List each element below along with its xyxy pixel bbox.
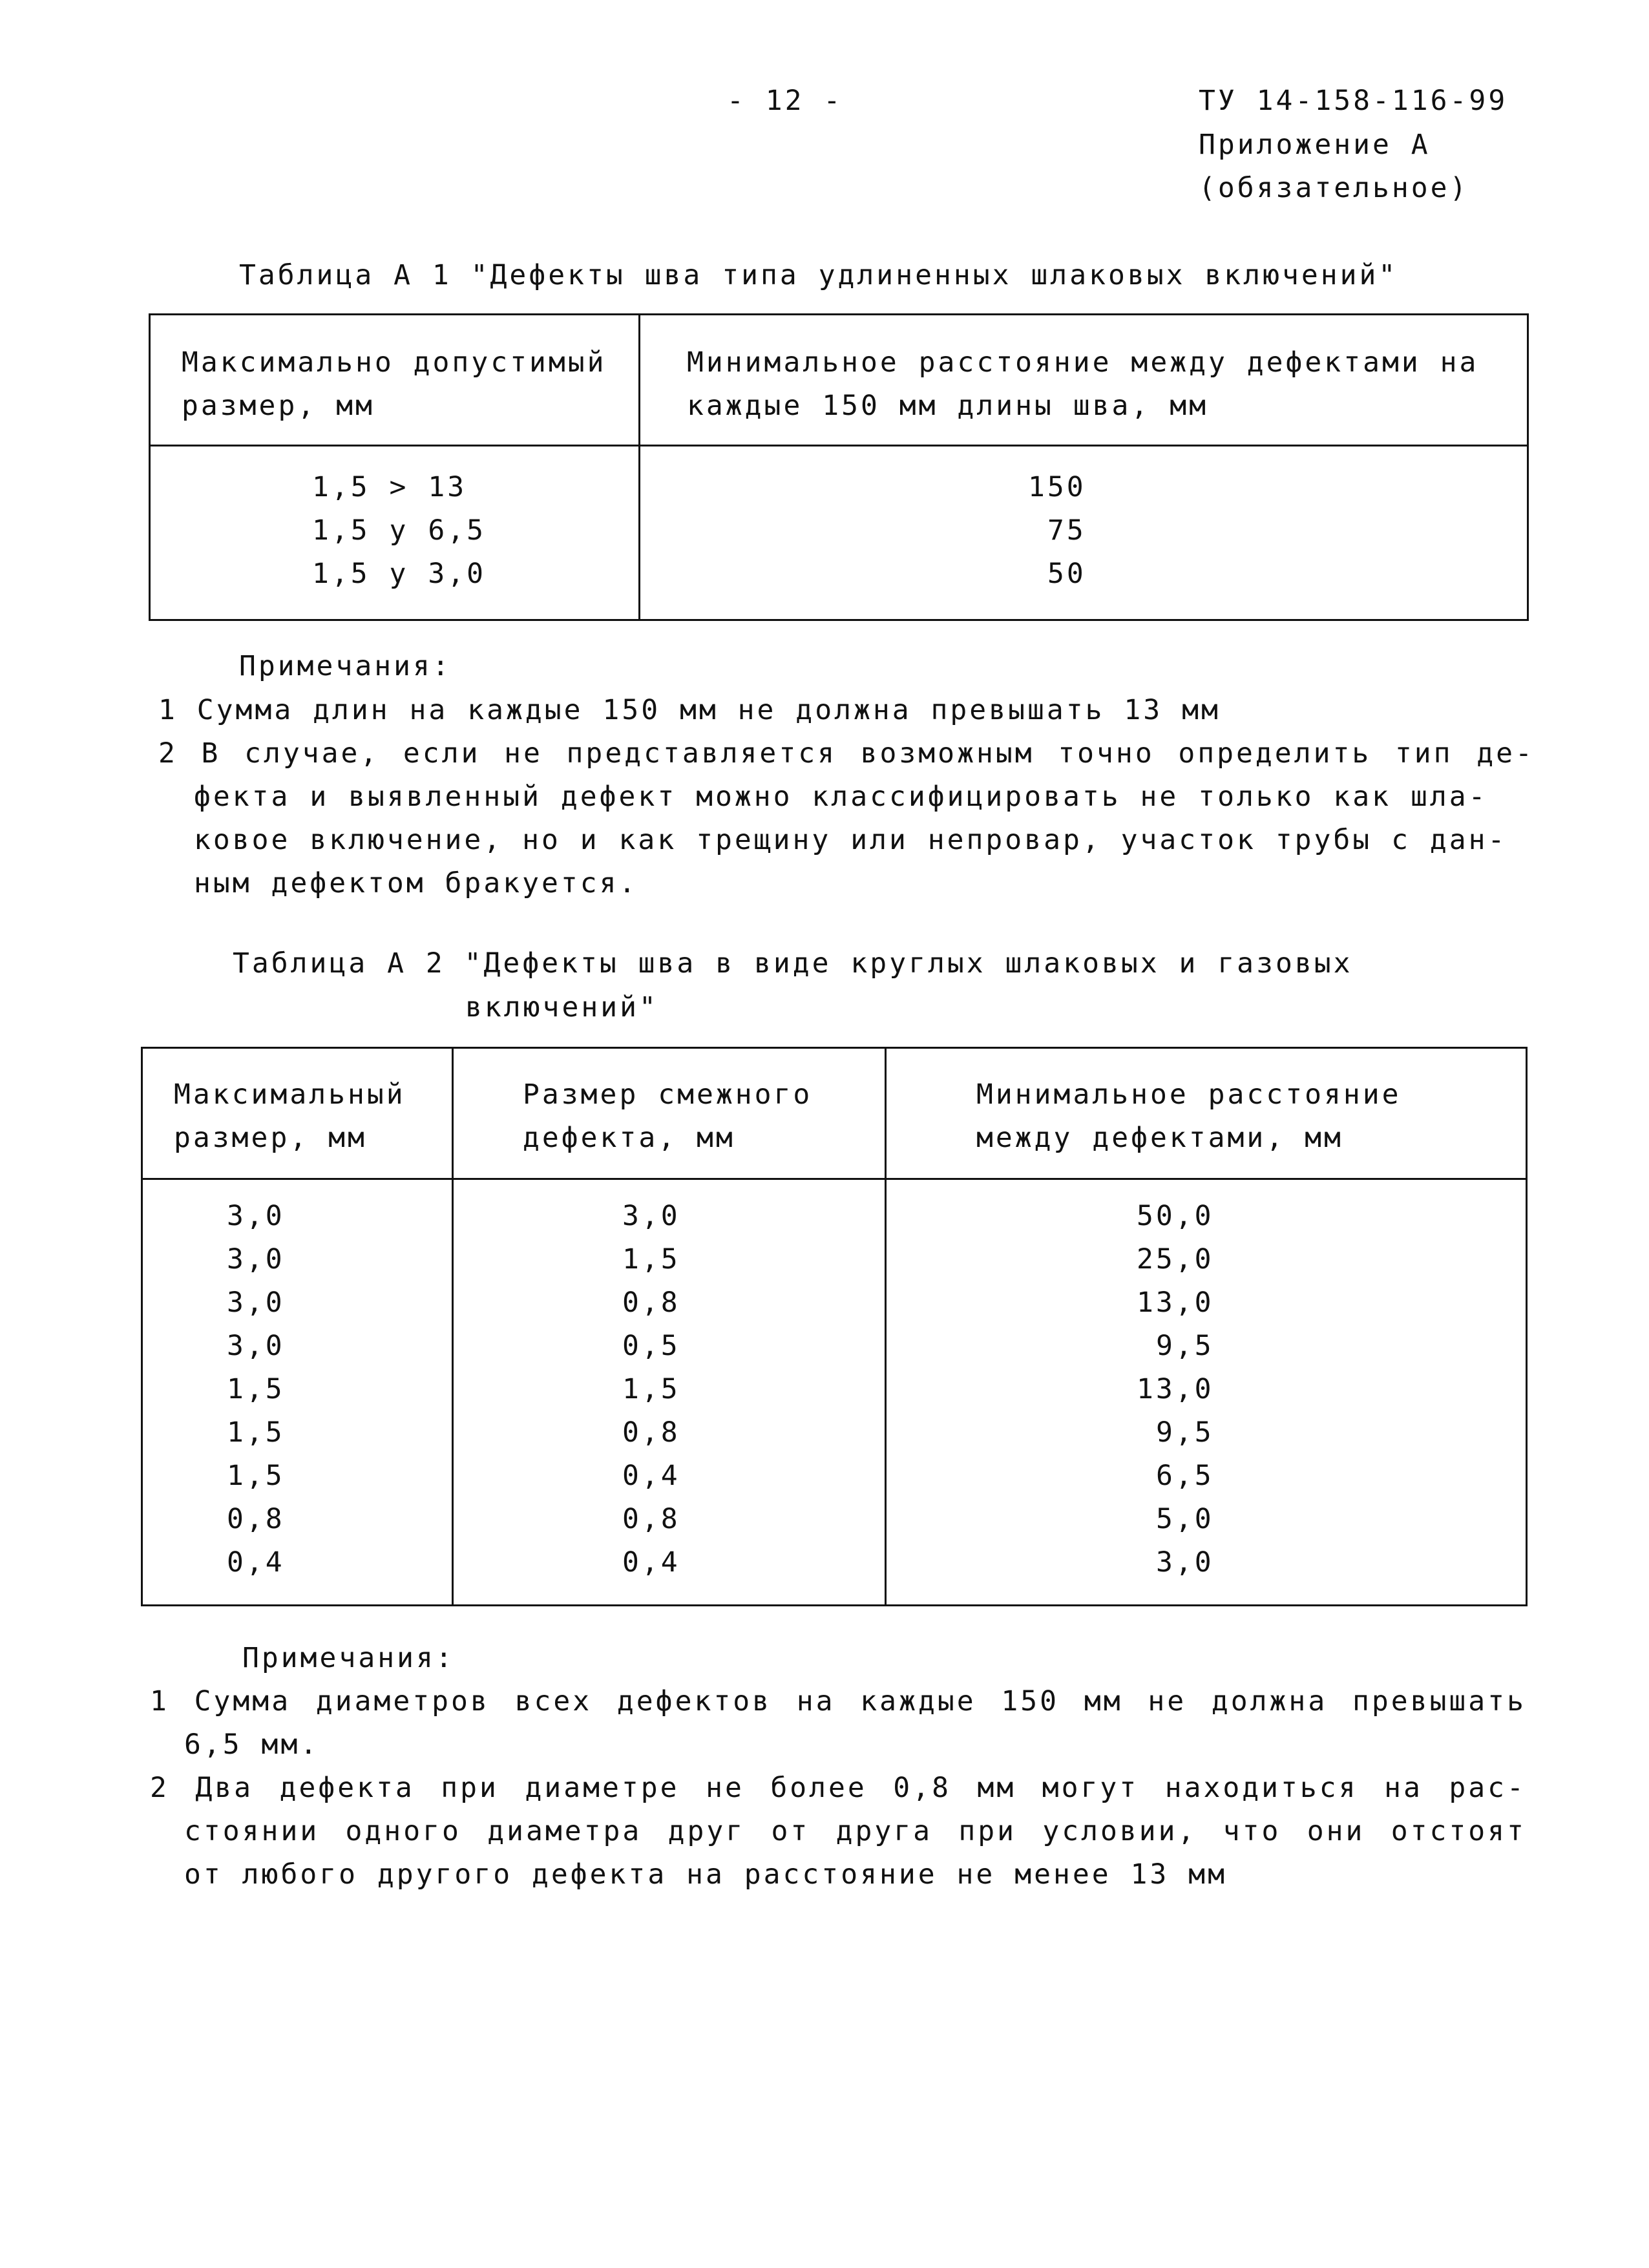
word: Сумма	[194, 1685, 291, 1717]
table2-adjacent-cell: 1,5	[622, 1373, 680, 1405]
word: 2	[150, 1772, 169, 1804]
word: 150	[1001, 1685, 1060, 1717]
table2-adjacent-cell: 1,5	[622, 1243, 680, 1276]
word: должна	[1211, 1685, 1328, 1717]
word: рас-	[1449, 1772, 1526, 1804]
table2-distance-cell: 6,5	[1156, 1460, 1214, 1492]
table2-max-cell: 0,4	[227, 1546, 285, 1579]
notes1-title: Примечания:	[239, 650, 452, 682]
table2-distance-cell: 9,5	[1156, 1330, 1214, 1362]
table2-max-cell: 1,5	[227, 1416, 285, 1449]
table1-col2-header-line1: Минимальное расстояние между дефектами на	[687, 346, 1479, 379]
table2-col1-header-line1: Максимальный	[174, 1078, 406, 1111]
table2-col3-header	[976, 1073, 1402, 1159]
table2-adjacent-cell: 3,0	[622, 1200, 680, 1232]
word: мм	[1084, 1685, 1123, 1717]
word: случае,	[244, 737, 380, 770]
word: определить	[1178, 737, 1372, 770]
table2-max-cell: 0,8	[227, 1503, 285, 1535]
word: если	[403, 737, 481, 770]
word: друг	[667, 1815, 746, 1847]
word: Два	[195, 1772, 254, 1804]
table2-distance-cell: 50,0	[1137, 1200, 1214, 1232]
notes1-item-1: 1 Сумма длин на каждые 150 мм не должна превышать 13 мм	[158, 694, 1221, 726]
table2-distance-cell: 25,0	[1137, 1243, 1214, 1276]
word: каждые	[860, 1685, 976, 1717]
word: друга	[835, 1815, 933, 1847]
table1-size-cell: 1,5 > 13	[312, 471, 467, 503]
word: могут	[1042, 1772, 1139, 1804]
notes2-item-2	[150, 1774, 1526, 1802]
word: дефекта	[279, 1772, 415, 1804]
table2-col2-header-line2: дефекта, мм	[523, 1121, 735, 1154]
notes2-title: Примечания:	[242, 1642, 455, 1674]
table2-max-cell: 1,5	[227, 1373, 285, 1405]
table2-distance-cell: 5,0	[1156, 1503, 1214, 1535]
table2-adjacent-cell: 0,8	[622, 1416, 680, 1449]
table1-size-cell: 1,5 у 6,5	[312, 514, 486, 547]
table2-adjacent-cell: 0,4	[622, 1546, 680, 1579]
word: возможным	[860, 737, 1035, 770]
word: тип	[1394, 737, 1453, 770]
word: В	[201, 737, 221, 770]
table2-distance-cell: 3,0	[1156, 1546, 1214, 1579]
word: при	[958, 1815, 1017, 1847]
table2-adjacent-cell: 0,8	[622, 1503, 680, 1535]
word: не	[504, 737, 543, 770]
table2-col2-header	[523, 1073, 812, 1159]
table2-col1-header-line2: размер, мм	[174, 1121, 367, 1154]
page-number: - 12 -	[727, 85, 843, 117]
table2-adjacent-cell: 0,8	[622, 1286, 680, 1319]
table2-col2-header-line1: Размер смежного	[523, 1078, 813, 1111]
table1-size-cell: 1,5 у 3,0	[312, 558, 486, 590]
table2-caption-line2: включений"	[465, 991, 658, 1024]
word: точно	[1058, 737, 1155, 770]
notes2-item-2-cont: от любого другого дефекта на расстояние не менее 13 мм	[184, 1858, 1227, 1891]
table2-max-cell: 3,0	[227, 1243, 285, 1276]
table2-adjacent-cell: 0,4	[622, 1460, 680, 1492]
word: что	[1223, 1815, 1281, 1847]
notes1-item-2-cont: фекта и выявленный дефект можно классифицировать не только как шла-	[194, 781, 1488, 813]
word: более	[770, 1772, 867, 1804]
word: условии,	[1042, 1815, 1197, 1847]
table1-col1-header-line2: размер, мм	[182, 389, 375, 422]
word: не	[706, 1772, 744, 1804]
word: находиться	[1164, 1772, 1358, 1804]
table2-column-divider-2	[885, 1049, 887, 1604]
word: превышать	[1352, 1685, 1526, 1717]
table2-col3-header-line1: Минимальное расстояние	[976, 1078, 1402, 1111]
table2-column-divider-1	[452, 1049, 454, 1604]
table2-col3-header-line2: между дефектами, мм	[976, 1121, 1343, 1154]
table1-column-divider	[638, 315, 640, 619]
table2-distance-cell: 9,5	[1156, 1416, 1214, 1449]
word: одного	[345, 1815, 461, 1847]
table2-max-cell: 1,5	[227, 1460, 285, 1492]
word: стоянии	[184, 1815, 320, 1847]
table1-col2-header	[687, 341, 1478, 427]
word: на	[796, 1685, 835, 1717]
table1-distance-cell: 50	[1047, 558, 1086, 590]
word: 0,8	[893, 1772, 951, 1804]
table1-distance-cell: 75	[1047, 514, 1086, 547]
table1	[149, 313, 1529, 621]
table2-max-cell: 3,0	[227, 1286, 285, 1319]
table2-max-cell: 3,0	[227, 1200, 285, 1232]
notes2-item-2-cont	[184, 1815, 1526, 1847]
table2-caption-line1: Таблица А 2 "Дефекты шва в виде круглых шлаковых и газовых	[233, 947, 1353, 980]
notes2-item-1-cont: 6,5 мм.	[184, 1728, 320, 1761]
word: отстоят	[1391, 1815, 1526, 1847]
word: от	[771, 1815, 810, 1847]
table1-col2-header-line2: каждые 150 мм длины шва, мм	[687, 389, 1208, 422]
table2-max-cell: 3,0	[227, 1330, 285, 1362]
table2-adjacent-cell: 0,5	[622, 1330, 680, 1362]
notes1-item-2	[158, 737, 1535, 770]
table2-distance-cell: 13,0	[1137, 1373, 1214, 1405]
word: представляется	[566, 737, 837, 770]
word: они	[1307, 1815, 1365, 1847]
notes1-item-2-cont: ковое включение, но и как трещину или непровар, участок трубы с дан-	[194, 824, 1507, 856]
word: дефектов	[616, 1685, 772, 1717]
notes2-item-1	[150, 1685, 1526, 1717]
word: при	[441, 1772, 499, 1804]
table1-col1-header	[182, 341, 607, 427]
word: 2	[158, 737, 178, 770]
appendix-type: (обязательное)	[1199, 172, 1469, 204]
table2-header-row	[143, 1049, 1526, 1180]
table1-header-row	[151, 315, 1527, 446]
table2	[141, 1047, 1528, 1606]
word: мм	[977, 1772, 1016, 1804]
appendix-label: Приложение А	[1199, 129, 1431, 161]
table1-caption: Таблица А 1 "Дефекты шва типа удлиненных шлаковых включений"	[239, 259, 1398, 291]
notes1-item-2-cont: ным дефектом бракуется.	[194, 867, 638, 899]
word: де-	[1476, 737, 1535, 770]
word: 1	[150, 1685, 169, 1717]
table1-col1-header-line1: Максимально допустимый	[182, 346, 607, 379]
word: диаметров	[315, 1685, 490, 1717]
table1-distance-cell: 150	[1028, 471, 1086, 503]
word: диаметра	[487, 1815, 642, 1847]
word: диаметре	[525, 1772, 680, 1804]
word: всех	[514, 1685, 593, 1717]
word: не	[1148, 1685, 1187, 1717]
table2-distance-cell: 13,0	[1137, 1286, 1214, 1319]
table2-col1-header	[174, 1073, 406, 1159]
word: на	[1384, 1772, 1423, 1804]
document-code: ТУ 14-158-116-99	[1199, 85, 1508, 117]
